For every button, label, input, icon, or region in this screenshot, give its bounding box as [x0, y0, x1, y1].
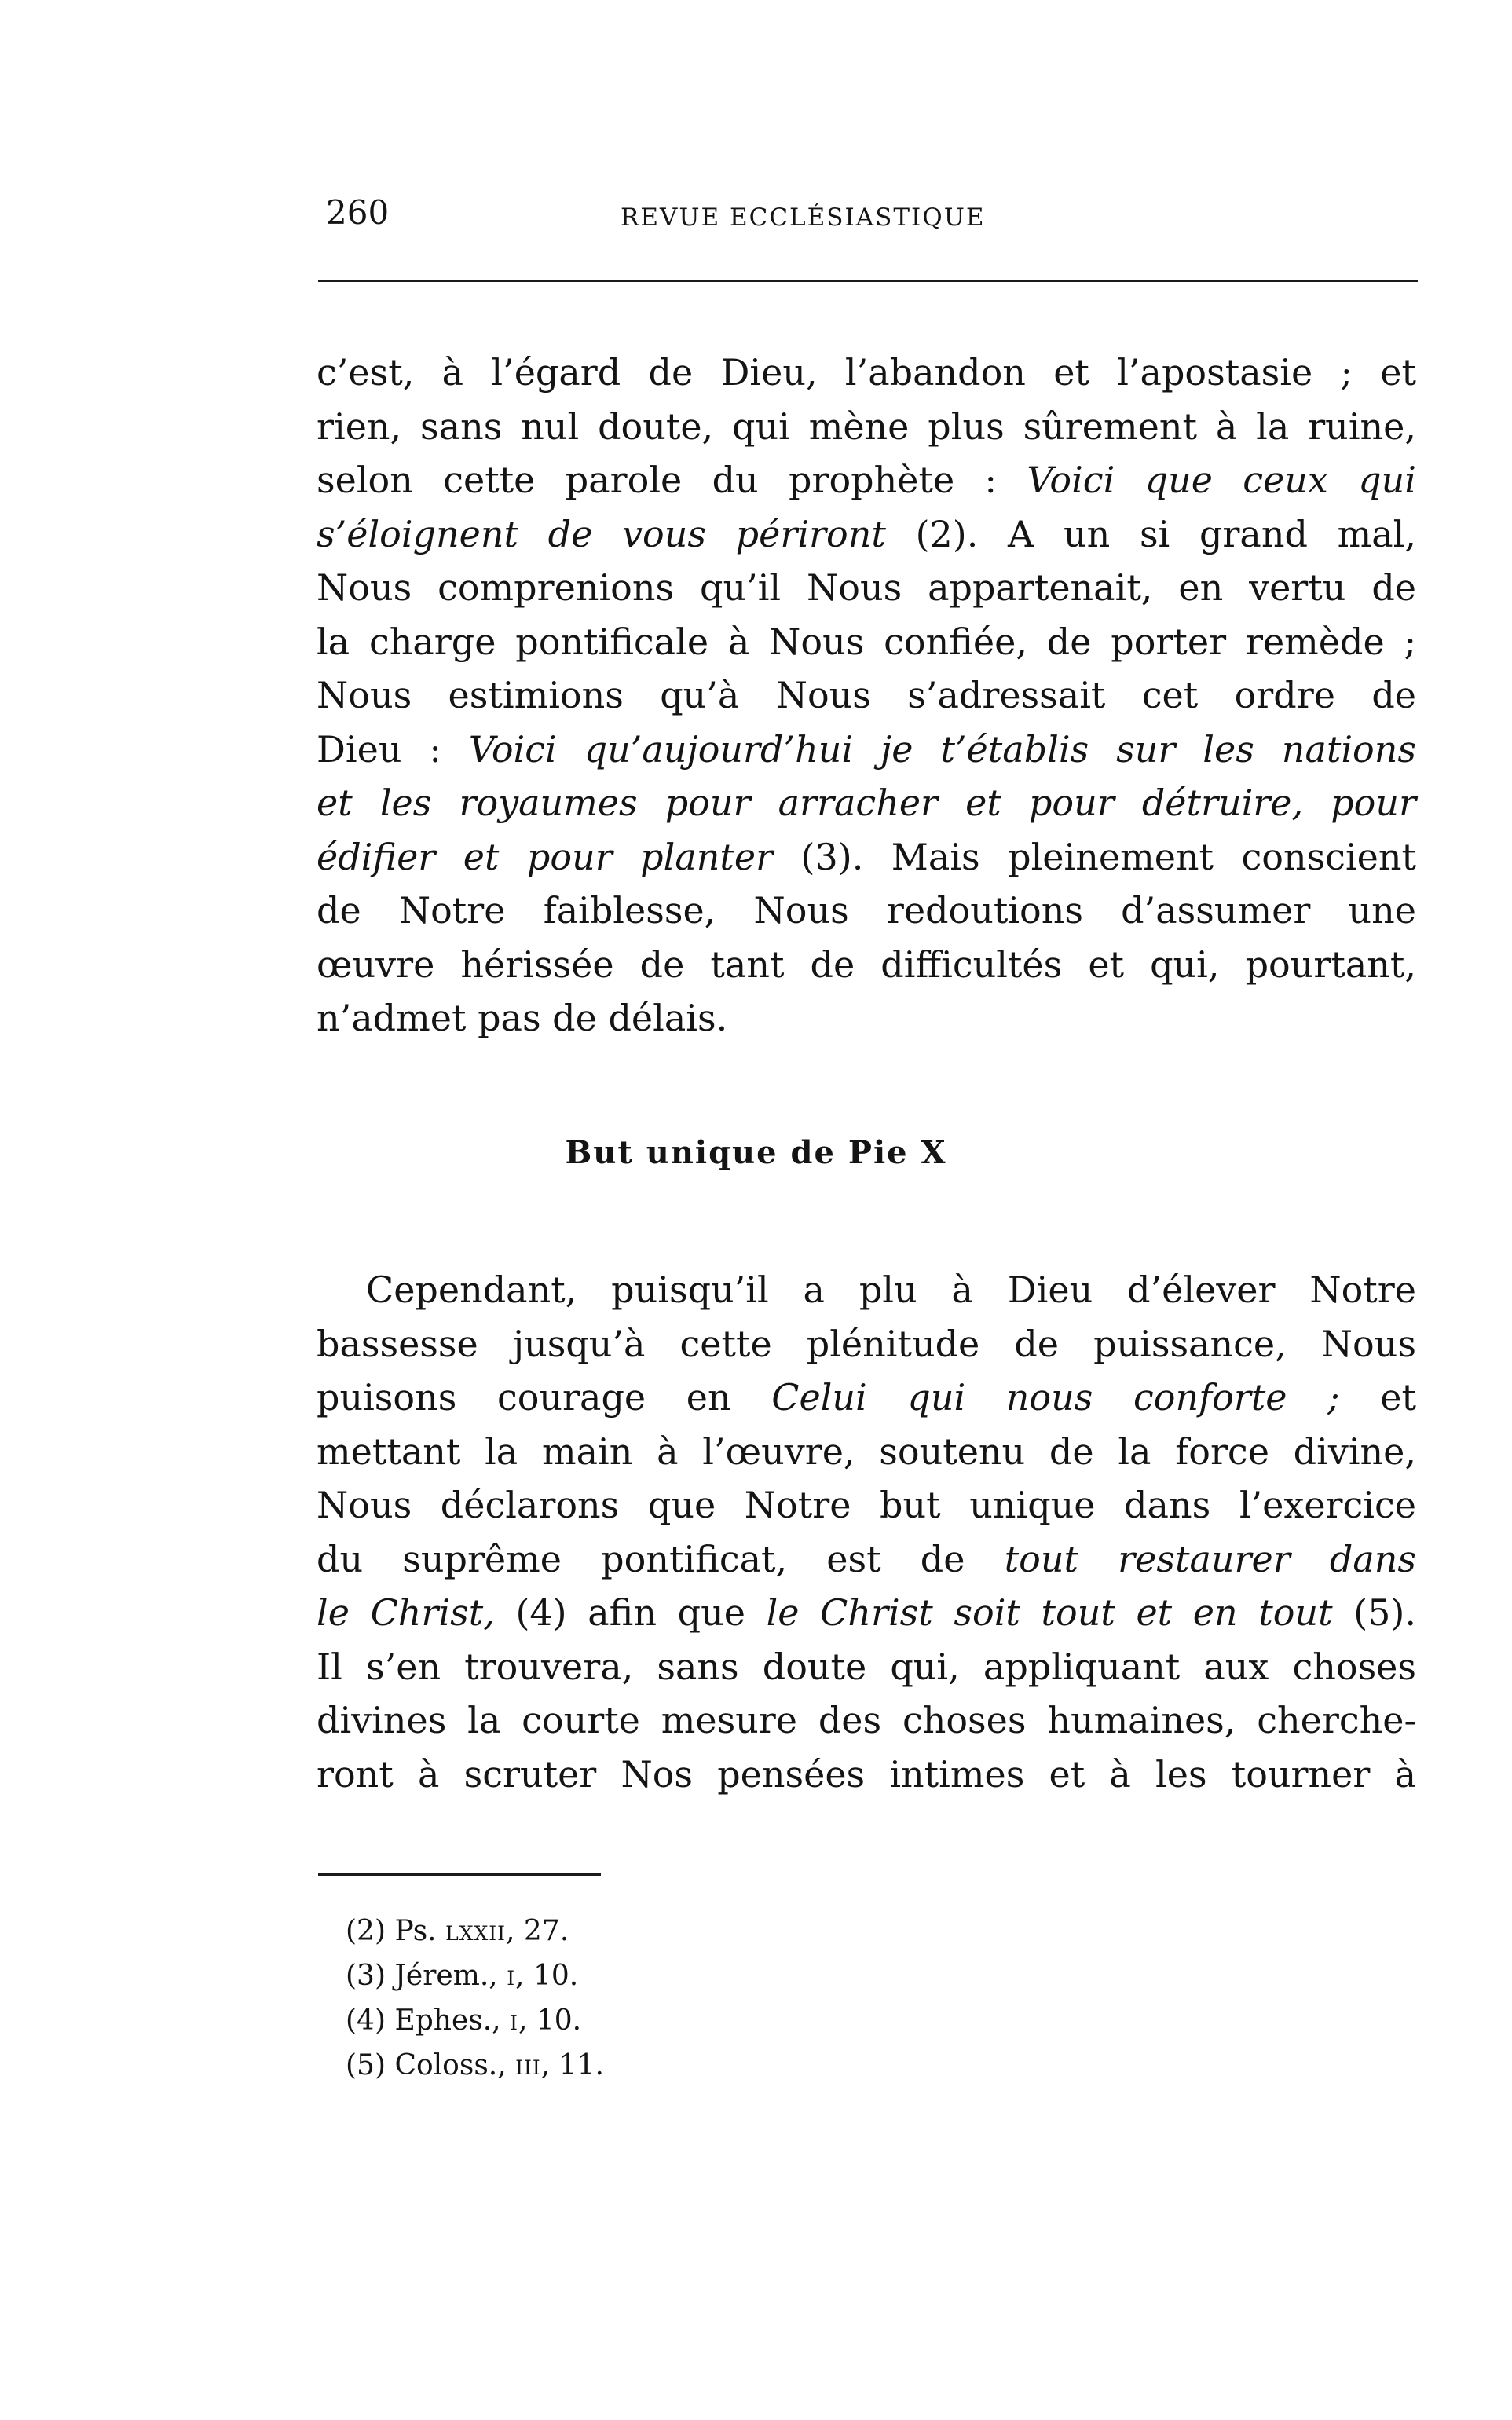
- text-line: Nous déclarons que Notre but unique dans l’exercice: [317, 1484, 1416, 1526]
- italic-quote: s’éloignent de vous périront: [317, 512, 886, 555]
- text-line: œuvre hérissée de tant de difficultés et qui, pourtant,: [317, 943, 1416, 986]
- section-heading: But unique de Pie X: [565, 1134, 947, 1171]
- footnotes: [346, 1909, 604, 2088]
- text-line: ront à scruter Nos pensées intimes et à les tourner à: [317, 1752, 1416, 1796]
- header-rule: [318, 280, 1418, 282]
- text-line: Nous comprenions qu’il Nous appartenait, en vertu de: [317, 566, 1416, 609]
- text-line: rien, sans nul doute, qui mène plus sûrement à la ruine,: [317, 405, 1416, 448]
- text-line: mettant la main à l’œuvre, soutenu de la force divine,: [317, 1430, 1416, 1473]
- footnote: (5) Coloss., iii, 11.: [346, 2049, 604, 2081]
- running-head: REVUE ECCLÉSIASTIQUE: [621, 203, 986, 232]
- footnote-rule: [318, 1873, 601, 1876]
- text-line: du suprême pontificat, est de tout restaurer dans: [317, 1537, 1416, 1580]
- text-line: Cependant, puisqu’il a plu à Dieu d’élever Notre: [366, 1269, 1416, 1311]
- italic-quote: Voici que ceux qui: [1027, 459, 1416, 501]
- text-line: c’est, à l’égard de Dieu, l’abandon et l’apostasie ; et: [317, 351, 1416, 394]
- italic-quote: le Christ,: [317, 1591, 495, 1634]
- text-line: Il s’en trouvera, sans doute qui, appliquant aux choses: [317, 1645, 1416, 1688]
- footnote: (4) Ephes., i, 10.: [346, 2004, 582, 2037]
- text-line: n’admet pas de délais.: [317, 997, 728, 1039]
- italic-quote: le Christ soit tout et en tout: [766, 1591, 1333, 1634]
- page-number: 260: [326, 193, 390, 232]
- italic-quote: édifier et pour planter: [317, 835, 774, 878]
- paragraph-1: [317, 346, 1416, 1045]
- italic-quote: Celui qui nous conforte ;: [771, 1376, 1340, 1419]
- text-line: la charge pontificale à Nous confiée, de porter remède ;: [317, 620, 1416, 663]
- text-line: puisons courage en Celui qui nous conforte ; et: [317, 1376, 1416, 1419]
- text-line: bassesse jusqu’à cette plénitude de puissance, Nous: [317, 1322, 1416, 1365]
- text-line: de Notre faiblesse, Nous redoutions d’assumer une: [317, 889, 1416, 932]
- text-line: édifier et pour planter (3). Mais pleinement conscient: [317, 835, 1416, 878]
- italic-quote: tout restaurer dans: [1004, 1537, 1416, 1580]
- text-line: Dieu : Voici qu’aujourd’hui je t’établis sur les nations: [317, 727, 1416, 771]
- text-line: Nous estimions qu’à Nous s’adressait cet ordre de: [317, 674, 1416, 716]
- text-line: selon cette parole du prophète : Voici que ceux qui: [317, 459, 1416, 501]
- paragraph-2: [317, 1263, 1416, 1801]
- text-line: divines la courte mesure des choses humaines, cherche-: [317, 1699, 1416, 1741]
- text-line: et les royaumes pour arracher et pour détruire, pour: [317, 782, 1416, 824]
- text-line: le Christ, (4) afin que le Christ soit tout et en tout (5).: [317, 1591, 1416, 1634]
- text-line: s’éloignent de vous périront (2). A un si grand mal,: [317, 512, 1416, 555]
- italic-quote: Voici qu’aujourd’hui je t’établis sur les nations: [468, 727, 1416, 771]
- footnote: (3) Jérem., i, 10.: [346, 1960, 579, 1992]
- footnote: (2) Ps. lxxii, 27.: [346, 1915, 569, 1947]
